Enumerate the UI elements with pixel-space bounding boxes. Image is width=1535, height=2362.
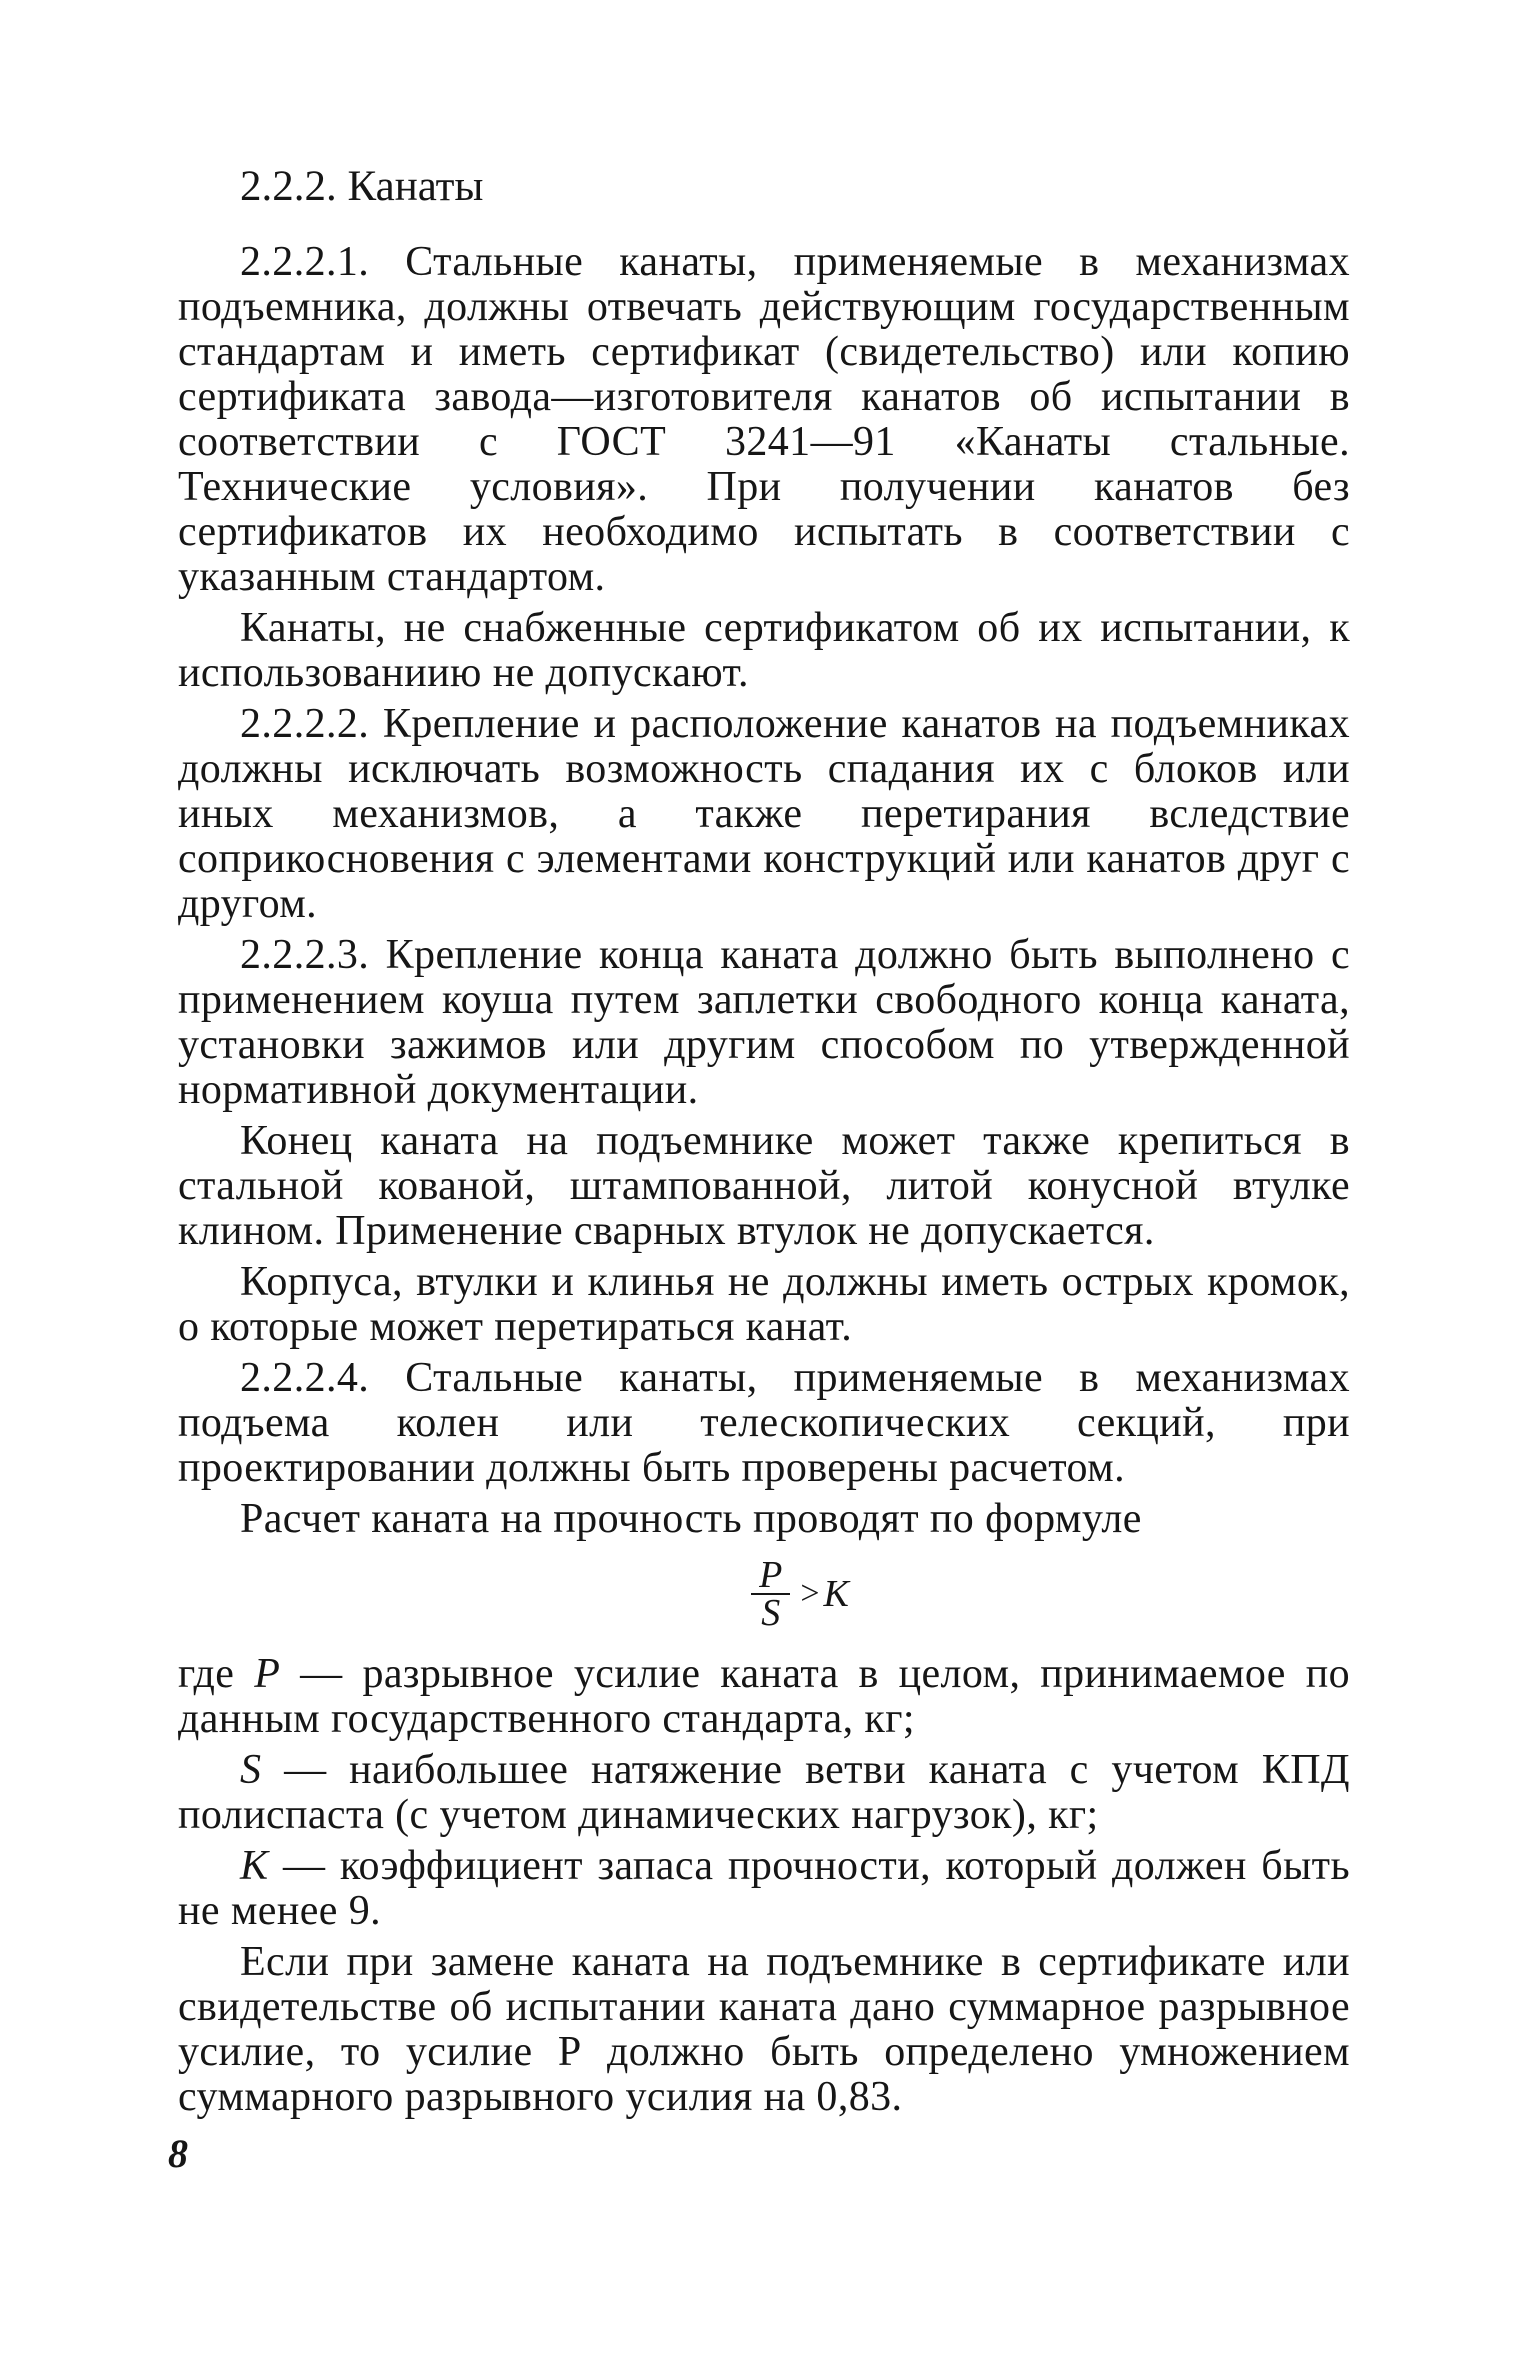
symbol-p: P: [254, 1651, 281, 1697]
formula-fraction: [751, 1554, 790, 1634]
paragraph-2-2-2-4: 2.2.2.4. Стальные канаты, применяемые в механизмах подъема колен или телескопических секций, при проектировании должны быть проверены расчетом.: [178, 1355, 1350, 1491]
formula-numerator: P: [751, 1557, 790, 1595]
paragraph-formula-intro: Расчет каната на прочность проводят по формуле: [240, 1496, 1142, 1542]
definition-intro: где: [178, 1651, 235, 1697]
formula-denominator: S: [761, 1592, 781, 1634]
symbol-s: S: [240, 1747, 262, 1793]
formula-relation: >: [800, 1575, 820, 1612]
section-heading: 2.2.2. Канаты: [240, 163, 484, 210]
definition-k-text: — коэффициент запаса прочности, который должен быть не менее 9.: [178, 1843, 1350, 1934]
definition-s-text: — наибольшее натяжение ветви каната с учетом КПД полиспаста (с учетом динамических нагрузок), кг;: [178, 1747, 1350, 1838]
paragraph-total-breaking-force: Если при замене каната на подъемнике в сертификате или свидетельстве об испытании каната дано суммарное разрывное усилие, то усилие Р должно быть определено умножением суммарного разрывного усилия на 0,83.: [178, 1939, 1350, 2120]
definition-p-text: — разрывное усилие каната в целом, принимаемое по данным государственного стандарта, кг;: [178, 1651, 1350, 1742]
strength-formula: [250, 1550, 1350, 1638]
paragraph-2-2-2-2: 2.2.2.2. Крепление и расположение канатов на подъемниках должны исключать возможность спадания их с блоков или иных механизмов, а также перетирания вследствие соприкосновения с элементами конструкций или канатов друг с другом.: [178, 701, 1350, 927]
definition-k: [178, 1844, 1350, 1934]
formula-rhs: K: [823, 1573, 849, 1615]
paragraph-certificate-note: Канаты, не снабженные сертификатом об их испытании, к использованиию не допускают.: [178, 605, 1350, 696]
document-body: [178, 240, 1350, 2120]
paragraph-sharp-edges: Корпуса, втулки и клинья не должны иметь острых кромок, о которые может перетираться канат.: [178, 1259, 1350, 1350]
symbol-k: K: [240, 1843, 269, 1889]
definition-s: [178, 1748, 1350, 1838]
paragraph-2-2-2-3: 2.2.2.3. Крепление конца каната должно быть выполнено с применением коуша путем заплетки свободного конца каната, установки зажимов или другим способом по утвержденной нормативной документации.: [178, 932, 1350, 1113]
page-number: 8: [168, 2131, 188, 2176]
paragraph-rope-end: Конец каната на подъемнике может также крепиться в стальной кованой, штампованной, литой конусной втулке клином. Применение сварных втулок не допускается.: [178, 1118, 1350, 1254]
definition-p: [178, 1652, 1350, 1742]
paragraph-2-2-2-1: 2.2.2.1. Стальные канаты, применяемые в механизмах подъемника, должны отвечать действующим государственным стандартам и иметь сертификат (свидетельство) или копию сертификата завода—изготовителя канатов об испытании в соответствии с ГОСТ 3241—91 «Канаты стальные. Технические условия». При получении канатов без сертификатов их необходимо испытать в соответствии с указанным стандартом.: [178, 239, 1350, 600]
